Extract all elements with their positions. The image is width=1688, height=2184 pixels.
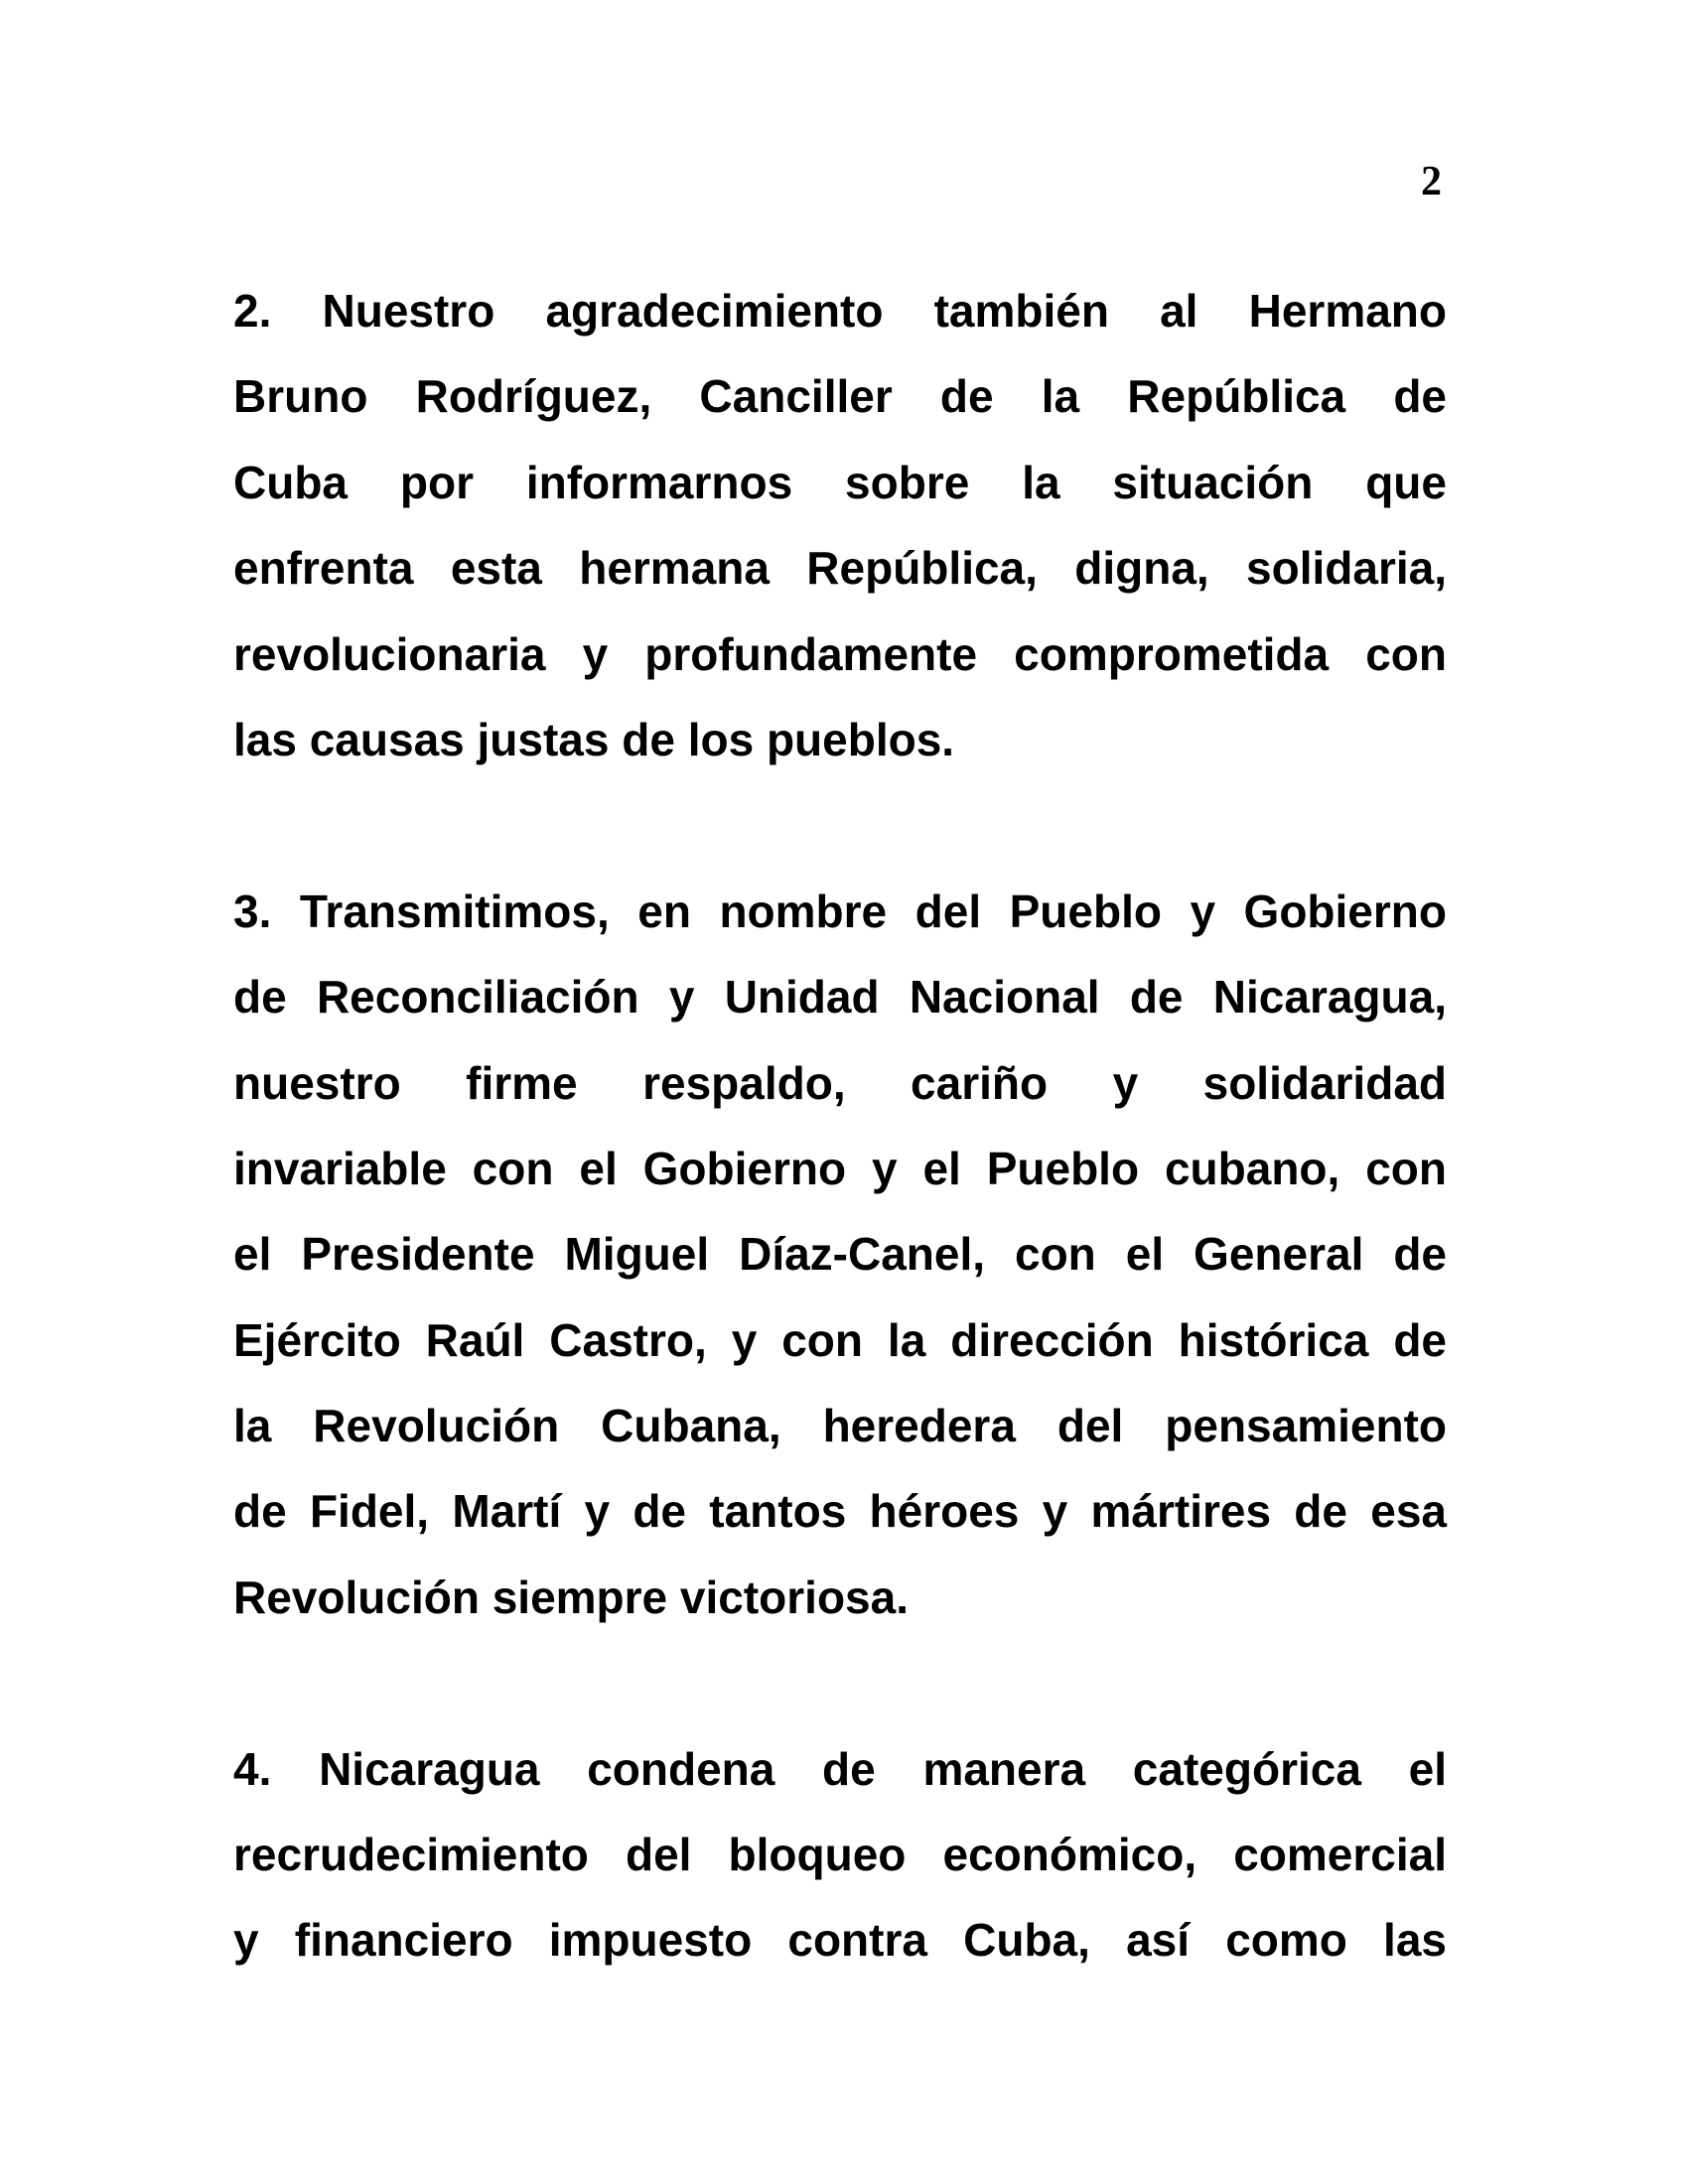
paragraph-line: la Revolución Cubana, heredera del pensamiento: [233, 1400, 1447, 1452]
document-body: [233, 268, 1447, 1983]
paragraph-line: Ejército Raúl Castro, y con la dirección histórica de: [233, 1313, 1447, 1366]
paragraph-line: 2. Nuestro agradecimiento también al Hermano: [233, 285, 1447, 337]
paragraph-line: y financiero impuesto contra Cuba, así como las: [233, 1914, 1447, 1967]
paragraph-line: revolucionaria y profundamente comprometida con: [233, 627, 1447, 680]
paragraph-line: de Reconciliación y Unidad Nacional de Nicaragua,: [233, 971, 1447, 1024]
paragraph-line: 4. Nicaragua condena de manera categórica el: [233, 1742, 1447, 1795]
paragraph-2: [233, 268, 1447, 782]
paragraph-line: el Presidente Miguel Díaz-Canel, con el General de: [233, 1228, 1447, 1281]
paragraph-spacer: [233, 1640, 1447, 1725]
paragraph-line: Bruno Rodríguez, Canciller de la República de: [233, 370, 1447, 423]
page-number: 2: [1421, 159, 1442, 205]
paragraph-line: Cuba por informarnos sobre la situación que: [233, 456, 1447, 508]
paragraph-4: [233, 1726, 1447, 1983]
paragraph-line: las causas justas de los pueblos.: [233, 713, 955, 765]
paragraph-spacer: [233, 782, 1447, 868]
paragraph-line: de Fidel, Martí y de tantos héroes y mártires de esa: [233, 1485, 1447, 1538]
paragraph-line: recrudecimiento del bloqueo económico, comercial: [233, 1829, 1447, 1881]
paragraph-line: 3. Transmitimos, en nombre del Pueblo y Gobierno: [233, 885, 1447, 937]
paragraph-line: Revolución siempre victoriosa.: [233, 1570, 910, 1623]
paragraph-line: enfrenta esta hermana República, digna, solidaria,: [233, 542, 1447, 595]
paragraph-3: [233, 869, 1447, 1641]
paragraph-line: nuestro firme respaldo, cariño y solidaridad: [233, 1056, 1447, 1109]
paragraph-line: invariable con el Gobierno y el Pueblo cubano, con: [233, 1142, 1447, 1194]
